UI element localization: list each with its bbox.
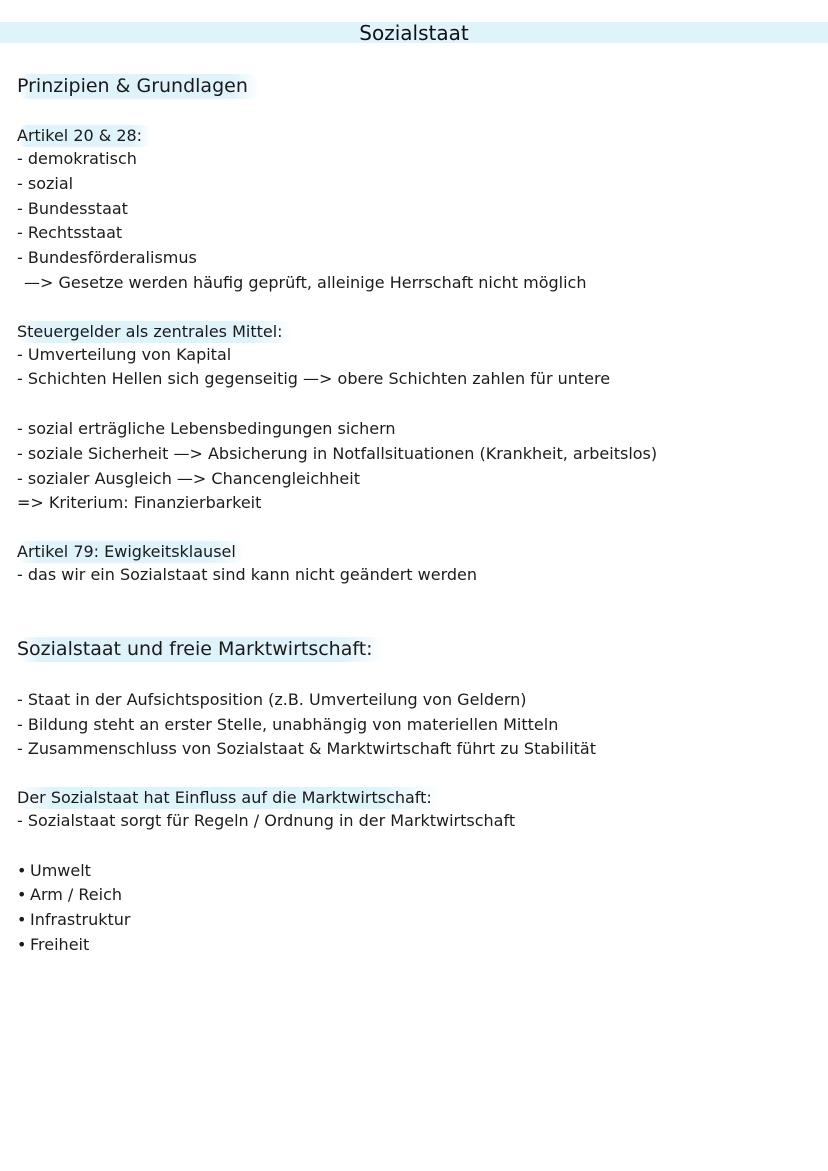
group-label: Der Sozialstaat hat Einfluss auf die Marktwirtschaft: (17, 787, 442, 809)
list-item: - Zusammenschluss von Sozialstaat & Marktwirtschaft führt zu Stabilität (17, 739, 596, 759)
section-heading: Sozialstaat und freie Marktwirtschaft: (17, 637, 385, 662)
section-marktwirtschaft (17, 637, 817, 958)
bullet-icon: • (17, 934, 27, 954)
group-artikel-79 (17, 541, 817, 588)
bullet-item: • Arm / Reich (17, 883, 817, 908)
list-item: - Bildung steht an erster Stelle, unabhängig von materiellen Mitteln (17, 714, 559, 734)
bullet-item: • Umwelt (17, 859, 817, 884)
bullet-icon: • (17, 860, 27, 880)
list-item: - sozial erträgliche Lebensbedingungen sichern (17, 418, 396, 438)
list-item: - soziale Sicherheit —> Absicherung in Notfallsituationen (Krankheit, arbeitslos) (17, 443, 658, 463)
document-body (17, 74, 817, 958)
bullet-icon: • (17, 885, 27, 905)
list-item: - das wir ein Sozialstaat sind kann nicht geändert werden (17, 564, 478, 584)
group-steuergelder (17, 321, 817, 393)
bullet-item: • Freiheit (17, 933, 817, 958)
list-item: —> Gesetze werden häufig geprüft, alleinige Herrschaft nicht möglich (24, 272, 587, 292)
group-label: Steuergelder als zentrales Mittel: (17, 321, 293, 343)
group-label: Artikel 79: Ewigkeitsklausel (17, 541, 246, 563)
group-einfluss (17, 787, 817, 834)
page-title: Sozialstaat (359, 21, 469, 45)
list-item: - Sozialstaat sorgt für Regeln / Ordnung in der Marktwirtschaft (17, 810, 516, 830)
group-aufsicht (17, 688, 817, 762)
list-item: - sozial (17, 173, 74, 193)
list-item: - Staat in der Aufsichtsposition (z.B. Umverteilung von Geldern) (17, 689, 527, 709)
section-prinzipien (17, 74, 817, 588)
list-item: - Umverteilung von Kapital (17, 344, 232, 364)
section-heading: Prinzipien & Grundlagen (17, 74, 260, 99)
bullet-icon: • (17, 910, 27, 930)
list-item: - Bundesförderalismus (17, 248, 197, 268)
group-artikel-20-28 (17, 125, 817, 296)
list-item: - sozialer Ausgleich —> Chancengleichheit (17, 468, 360, 488)
group-label: Artikel 20 & 28: (17, 125, 152, 147)
list-item: - Rechtsstaat (17, 223, 123, 243)
list-item: - Schichten Hellen sich gegenseitig —> obere Schichten zahlen für untere (17, 369, 611, 389)
list-item: - demokratisch (17, 149, 137, 168)
group-lebensbedingungen (17, 417, 817, 516)
list-item: => Kriterium: Finanzierbarkeit (17, 493, 262, 513)
bullet-item: • Infrastruktur (17, 908, 817, 933)
bullet-list (17, 859, 817, 958)
list-item: - Bundesstaat (17, 198, 128, 218)
